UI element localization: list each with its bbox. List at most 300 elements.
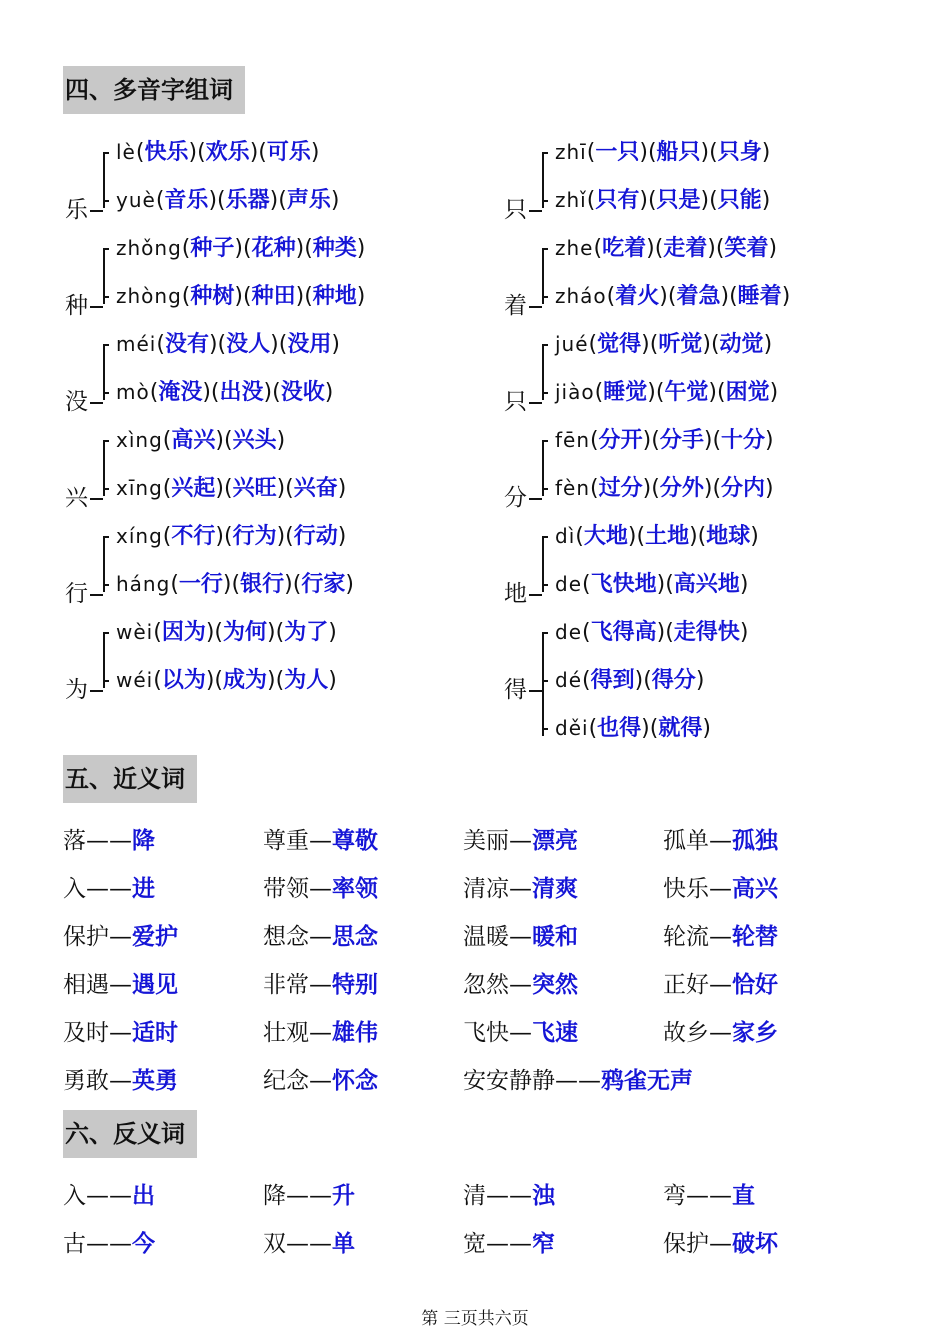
- bracket-stub: [90, 306, 103, 308]
- word: 睡觉: [603, 380, 648, 405]
- word: 没用: [287, 332, 332, 357]
- polyphonic-group: [502, 512, 942, 608]
- word-a: 孤单: [663, 828, 709, 854]
- paren-close: ): [720, 284, 730, 309]
- paren-close: ): [202, 380, 211, 405]
- word: 兴旺: [232, 476, 277, 501]
- paren-close: ): [634, 668, 644, 693]
- word-b: 尊敬: [332, 828, 378, 854]
- bracket-tick: [542, 296, 548, 298]
- paren-open: (: [649, 332, 659, 357]
- bracket-tick: [542, 248, 548, 250]
- paren-open: (: [590, 476, 599, 501]
- word-b: 出: [132, 1183, 155, 1209]
- paren-close: ): [269, 188, 279, 213]
- dash: —: [509, 1020, 532, 1046]
- word: 兴起: [171, 476, 216, 501]
- bracket-stub: [529, 402, 542, 404]
- pinyin: jué: [555, 332, 589, 356]
- bracket-tick: [542, 152, 548, 154]
- paren-open: (: [643, 668, 652, 693]
- paren-close: ): [284, 572, 293, 597]
- word-a: 宽: [463, 1231, 486, 1257]
- bracket-tick: [103, 248, 109, 250]
- paren-open: (: [582, 668, 591, 693]
- paren-close: ): [295, 236, 305, 261]
- polyphonic-char: 乐: [65, 197, 88, 223]
- paren-close: ): [276, 476, 286, 501]
- paren-close: ): [345, 572, 354, 597]
- reading-row: [116, 138, 319, 167]
- word: 只能: [717, 188, 762, 213]
- synonym-pair: [463, 922, 578, 952]
- synonym-pair: [263, 922, 378, 952]
- word-a: 快乐: [663, 876, 709, 902]
- bracket-tick: [103, 296, 109, 298]
- paren-open: (: [214, 620, 224, 645]
- word: 没人: [226, 332, 271, 357]
- paren-open: (: [162, 524, 172, 549]
- dash: —: [309, 1068, 332, 1094]
- word-a: 美丽: [463, 828, 509, 854]
- word: 乐器: [225, 188, 270, 213]
- paren-close: ): [700, 140, 710, 165]
- reading-row: [555, 138, 770, 167]
- paren-close: ): [205, 668, 215, 693]
- bracket-tick: [542, 680, 548, 682]
- word: 行家: [301, 572, 346, 597]
- word-a: 纪念: [263, 1068, 309, 1094]
- word-a: 非常: [263, 972, 309, 998]
- paren-open: (: [717, 380, 726, 405]
- dash: —: [309, 828, 332, 854]
- paren-close: ): [328, 620, 337, 645]
- word-a: 入: [63, 1183, 86, 1209]
- word: 十分: [721, 428, 766, 453]
- paren-open: (: [582, 572, 591, 597]
- word-b: 遇见: [132, 972, 178, 998]
- word: 困觉: [725, 380, 770, 405]
- word: 音乐: [164, 188, 209, 213]
- synonym-pair: [663, 1018, 778, 1048]
- bracket-tick: [542, 440, 548, 442]
- antonym-pair: [663, 1229, 778, 1259]
- pinyin: de: [555, 572, 582, 596]
- word: 声乐: [286, 188, 331, 213]
- reading-row: [555, 474, 774, 503]
- dash: —: [109, 1020, 132, 1046]
- paren-close: ): [769, 380, 779, 405]
- polyphonic-char: 着: [504, 293, 527, 319]
- synonym-pair: [63, 970, 178, 1000]
- paren-close: ): [642, 476, 652, 501]
- synonym-pair: [263, 826, 378, 856]
- word-a: 尊重: [263, 828, 309, 854]
- pinyin: zhe: [555, 236, 594, 260]
- polyphonic-char: 分: [504, 485, 527, 511]
- paren-open: (: [665, 572, 674, 597]
- paren-open: (: [210, 380, 220, 405]
- word: 欢乐: [205, 140, 250, 165]
- paren-open: (: [162, 476, 172, 501]
- word-a: 及时: [63, 1020, 109, 1046]
- paren-close: ): [768, 236, 778, 261]
- pinyin: wéi: [116, 668, 154, 692]
- paren-close: ): [270, 332, 279, 357]
- paren-open: (: [593, 236, 603, 261]
- word-a: 清: [463, 1183, 486, 1209]
- paren-open: (: [649, 716, 659, 741]
- word-b: 单: [332, 1231, 355, 1257]
- dash: —: [309, 876, 332, 902]
- bracket-tick: [103, 584, 109, 586]
- word: 船只: [656, 140, 701, 165]
- word: 兴奋: [293, 476, 338, 501]
- paren-open: (: [197, 140, 206, 165]
- paren-open: (: [651, 476, 660, 501]
- synonym-pair: [663, 874, 778, 904]
- paren-close: ): [234, 284, 243, 309]
- word: 走得快: [673, 620, 740, 645]
- paren-close: ): [781, 284, 791, 309]
- polyphonic-group: [63, 320, 503, 416]
- word-a: 飞快: [463, 1020, 509, 1046]
- paren-close: ): [750, 524, 759, 549]
- word-b: 清爽: [532, 876, 578, 902]
- reading-row: [555, 714, 711, 743]
- word-a: 清凉: [463, 876, 509, 902]
- word-a: 降: [263, 1183, 286, 1209]
- polyphonic-group: [63, 128, 503, 224]
- paren-close: ): [647, 380, 656, 405]
- synonym-pair: [63, 922, 178, 952]
- polyphonic-group: [502, 416, 942, 512]
- word-a: 温暖: [463, 924, 509, 950]
- bracket-stub: [529, 498, 542, 500]
- word: 银行: [240, 572, 285, 597]
- paren-open: (: [729, 284, 738, 309]
- paren-open: (: [712, 428, 722, 453]
- bracket-tick: [542, 344, 548, 346]
- paren-open: (: [647, 188, 657, 213]
- paren-close: ): [208, 332, 218, 357]
- paren-close: ): [222, 572, 232, 597]
- dash: ——: [86, 1231, 132, 1257]
- paren-open: (: [709, 188, 718, 213]
- paren-close: ): [707, 236, 716, 261]
- pinyin: xìng: [116, 428, 163, 452]
- word-a: 保护: [63, 924, 109, 950]
- dash: —: [109, 972, 132, 998]
- paren-close: ): [267, 668, 276, 693]
- paren-close: ): [702, 332, 711, 357]
- polyphonic-group: [502, 608, 942, 752]
- bracket-tick: [103, 632, 109, 634]
- word-a: 忽然: [463, 972, 509, 998]
- paren-close: ): [646, 236, 655, 261]
- paren-close: ): [761, 188, 771, 213]
- polyphonic-char: 为: [65, 677, 88, 703]
- word: 以为: [161, 668, 206, 693]
- bracket-tick: [542, 536, 548, 538]
- paren-open: (: [153, 620, 162, 645]
- word: 为人: [284, 668, 329, 693]
- paren-open: (: [304, 236, 313, 261]
- dash: ——: [86, 828, 132, 854]
- reading-row: [555, 378, 778, 407]
- polyphonic-group: [502, 320, 942, 416]
- word-b: 窄: [532, 1231, 555, 1257]
- bracket-stub: [90, 594, 103, 596]
- dash: —: [509, 972, 532, 998]
- antonym-pair: [463, 1181, 555, 1211]
- word: 快乐: [144, 140, 189, 165]
- paren-close: ): [656, 620, 666, 645]
- dash: —: [709, 1231, 732, 1257]
- word: 地球: [706, 524, 751, 549]
- pinyin: xíng: [116, 524, 163, 548]
- dash: —: [309, 1020, 332, 1046]
- word: 过分: [598, 476, 643, 501]
- word-b: 破坏: [732, 1231, 778, 1257]
- paren-close: ): [708, 380, 718, 405]
- paren-close: ): [276, 524, 286, 549]
- bracket-tick: [103, 344, 109, 346]
- word: 就得: [658, 716, 703, 741]
- pinyin: yuè: [116, 188, 156, 212]
- word: 为何: [223, 620, 268, 645]
- synonym-pair: [263, 1066, 378, 1096]
- bracket-tick: [542, 200, 548, 202]
- dash: —: [709, 972, 732, 998]
- word: 分开: [598, 428, 643, 453]
- paren-close: ): [337, 524, 347, 549]
- paren-close: ): [328, 668, 337, 693]
- word: 得到: [590, 668, 635, 693]
- paren-close: ): [641, 332, 650, 357]
- paren-open: (: [655, 380, 665, 405]
- paren-close: ): [208, 188, 218, 213]
- polyphonic-group: [63, 512, 503, 608]
- word-a: 轮流: [663, 924, 709, 950]
- paren-open: (: [636, 524, 646, 549]
- word-b: 英勇: [132, 1068, 178, 1094]
- paren-close: ): [763, 332, 773, 357]
- paren-open: (: [667, 284, 677, 309]
- word-a: 双: [263, 1231, 286, 1257]
- word-b: 轮替: [732, 924, 778, 950]
- bracket-stub: [529, 210, 542, 212]
- word-b: 爱护: [132, 924, 178, 950]
- dash: ——: [286, 1183, 332, 1209]
- synonym-pair: [63, 1018, 178, 1048]
- pinyin: háng: [116, 572, 171, 596]
- dash: —: [109, 924, 132, 950]
- word: 种子: [190, 236, 235, 261]
- word-b: 率领: [332, 876, 378, 902]
- paren-open: (: [304, 284, 313, 309]
- paren-close: ): [639, 140, 648, 165]
- word: 着火: [615, 284, 660, 309]
- synonym-pair: [263, 874, 378, 904]
- word-b: 特别: [332, 972, 378, 998]
- synonym-pair: [663, 826, 778, 856]
- bracket-tick: [542, 392, 548, 394]
- paren-open: (: [594, 380, 604, 405]
- paren-open: (: [712, 476, 722, 501]
- word: 种地: [312, 284, 357, 309]
- word: 笑着: [724, 236, 769, 261]
- antonym-pair: [263, 1229, 355, 1259]
- paren-close: ): [215, 476, 224, 501]
- paren-close: ): [356, 284, 366, 309]
- dash: —: [309, 972, 332, 998]
- paren-open: (: [697, 524, 707, 549]
- bracket-tick: [103, 536, 109, 538]
- paren-close: ): [700, 188, 710, 213]
- paren-close: ): [267, 620, 276, 645]
- paren-open: (: [278, 188, 287, 213]
- reading-row: [555, 426, 774, 455]
- paren-close: ): [761, 140, 771, 165]
- paren-open: (: [590, 428, 599, 453]
- word: 花种: [251, 236, 296, 261]
- pinyin: fèn: [555, 476, 591, 500]
- dash: ——: [555, 1068, 601, 1094]
- dash: —: [709, 1020, 732, 1046]
- pinyin: méi: [116, 332, 157, 356]
- word: 没收: [280, 380, 325, 405]
- word: 分内: [721, 476, 766, 501]
- paren-close: ): [659, 284, 668, 309]
- paren-close: ): [215, 428, 224, 453]
- reading-row: [555, 618, 748, 647]
- polyphonic-char: 地: [504, 581, 527, 607]
- antonym-pair: [463, 1229, 555, 1259]
- paren-close: ): [249, 140, 259, 165]
- word-b: 今: [132, 1231, 155, 1257]
- word: 土地: [645, 524, 690, 549]
- paren-open: (: [214, 668, 224, 693]
- pinyin: dé: [555, 668, 582, 692]
- paren-close: ): [205, 620, 215, 645]
- word-a: 古: [63, 1231, 86, 1257]
- pinyin: zhǐ: [555, 188, 587, 212]
- word: 飞快地: [590, 572, 657, 597]
- paren-open: (: [575, 524, 584, 549]
- word-a: 壮观: [263, 1020, 309, 1046]
- bracket-tick: [542, 632, 548, 634]
- paren-open: (: [272, 380, 281, 405]
- word-b: 直: [732, 1183, 755, 1209]
- word: 分手: [659, 428, 704, 453]
- word-b: 进: [132, 876, 155, 902]
- reading-row: [116, 666, 337, 695]
- word: 成为: [223, 668, 268, 693]
- word: 动觉: [719, 332, 764, 357]
- reading-row: [555, 330, 772, 359]
- word: 种树: [190, 284, 235, 309]
- paren-open: (: [275, 668, 285, 693]
- paren-open: (: [162, 428, 172, 453]
- paren-open: (: [231, 572, 241, 597]
- bracket-stub: [90, 498, 103, 500]
- paren-open: (: [285, 524, 294, 549]
- paren-close: ): [263, 380, 273, 405]
- pinyin: zhòng: [116, 284, 182, 308]
- paren-open: (: [153, 668, 162, 693]
- reading-row: [555, 522, 759, 551]
- reading-row: [116, 186, 339, 215]
- word-b: 升: [332, 1183, 355, 1209]
- antonym-pair: [63, 1181, 155, 1211]
- word-b: 漂亮: [532, 828, 578, 854]
- word: 着急: [676, 284, 721, 309]
- bracket-tick: [103, 152, 109, 154]
- pinyin: xīng: [116, 476, 163, 500]
- word-b: 鸦雀无声: [601, 1068, 693, 1094]
- paren-open: (: [278, 332, 288, 357]
- paren-open: (: [709, 140, 718, 165]
- dash: ——: [686, 1183, 732, 1209]
- paren-close: ): [765, 428, 774, 453]
- polyphonic-char: 只: [504, 197, 527, 223]
- paren-close: ): [642, 428, 652, 453]
- bracket-tick: [103, 392, 109, 394]
- paren-open: (: [170, 572, 179, 597]
- word: 走着: [663, 236, 708, 261]
- reading-row: [555, 570, 748, 599]
- polyphonic-char: 只: [504, 389, 527, 415]
- bracket-tick: [542, 584, 548, 586]
- word-a: 入: [63, 876, 86, 902]
- paren-open: (: [181, 284, 191, 309]
- paren-open: (: [223, 524, 233, 549]
- synonym-pair: [63, 1066, 178, 1096]
- paren-open: (: [217, 188, 226, 213]
- word: 午觉: [664, 380, 709, 405]
- pinyin: jiào: [555, 380, 595, 404]
- word: 兴头: [232, 428, 277, 453]
- paren-open: (: [181, 236, 191, 261]
- bracket-tick: [103, 488, 109, 490]
- paren-open: (: [155, 188, 165, 213]
- antonym-pair: [63, 1229, 155, 1259]
- bracket-tick: [542, 488, 548, 490]
- paren-open: (: [586, 140, 596, 165]
- word: 一只: [595, 140, 640, 165]
- dash: —: [709, 924, 732, 950]
- word: 出没: [219, 380, 264, 405]
- paren-close: ): [689, 524, 698, 549]
- word-a: 弯: [663, 1183, 686, 1209]
- dash: ——: [486, 1231, 532, 1257]
- pinyin: zhǒng: [116, 236, 182, 260]
- polyphonic-group: [63, 608, 503, 704]
- paren-close: ): [234, 236, 243, 261]
- paren-open: (: [647, 140, 657, 165]
- reading-row: [116, 282, 365, 311]
- word-a: 带领: [263, 876, 309, 902]
- word-b: 飞速: [532, 1020, 578, 1046]
- word: 分外: [659, 476, 704, 501]
- pinyin: dì: [555, 524, 576, 548]
- word: 听觉: [658, 332, 703, 357]
- paren-close: ): [295, 284, 305, 309]
- word-b: 浊: [532, 1183, 555, 1209]
- paren-close: ): [330, 188, 340, 213]
- pinyin: fēn: [555, 428, 591, 452]
